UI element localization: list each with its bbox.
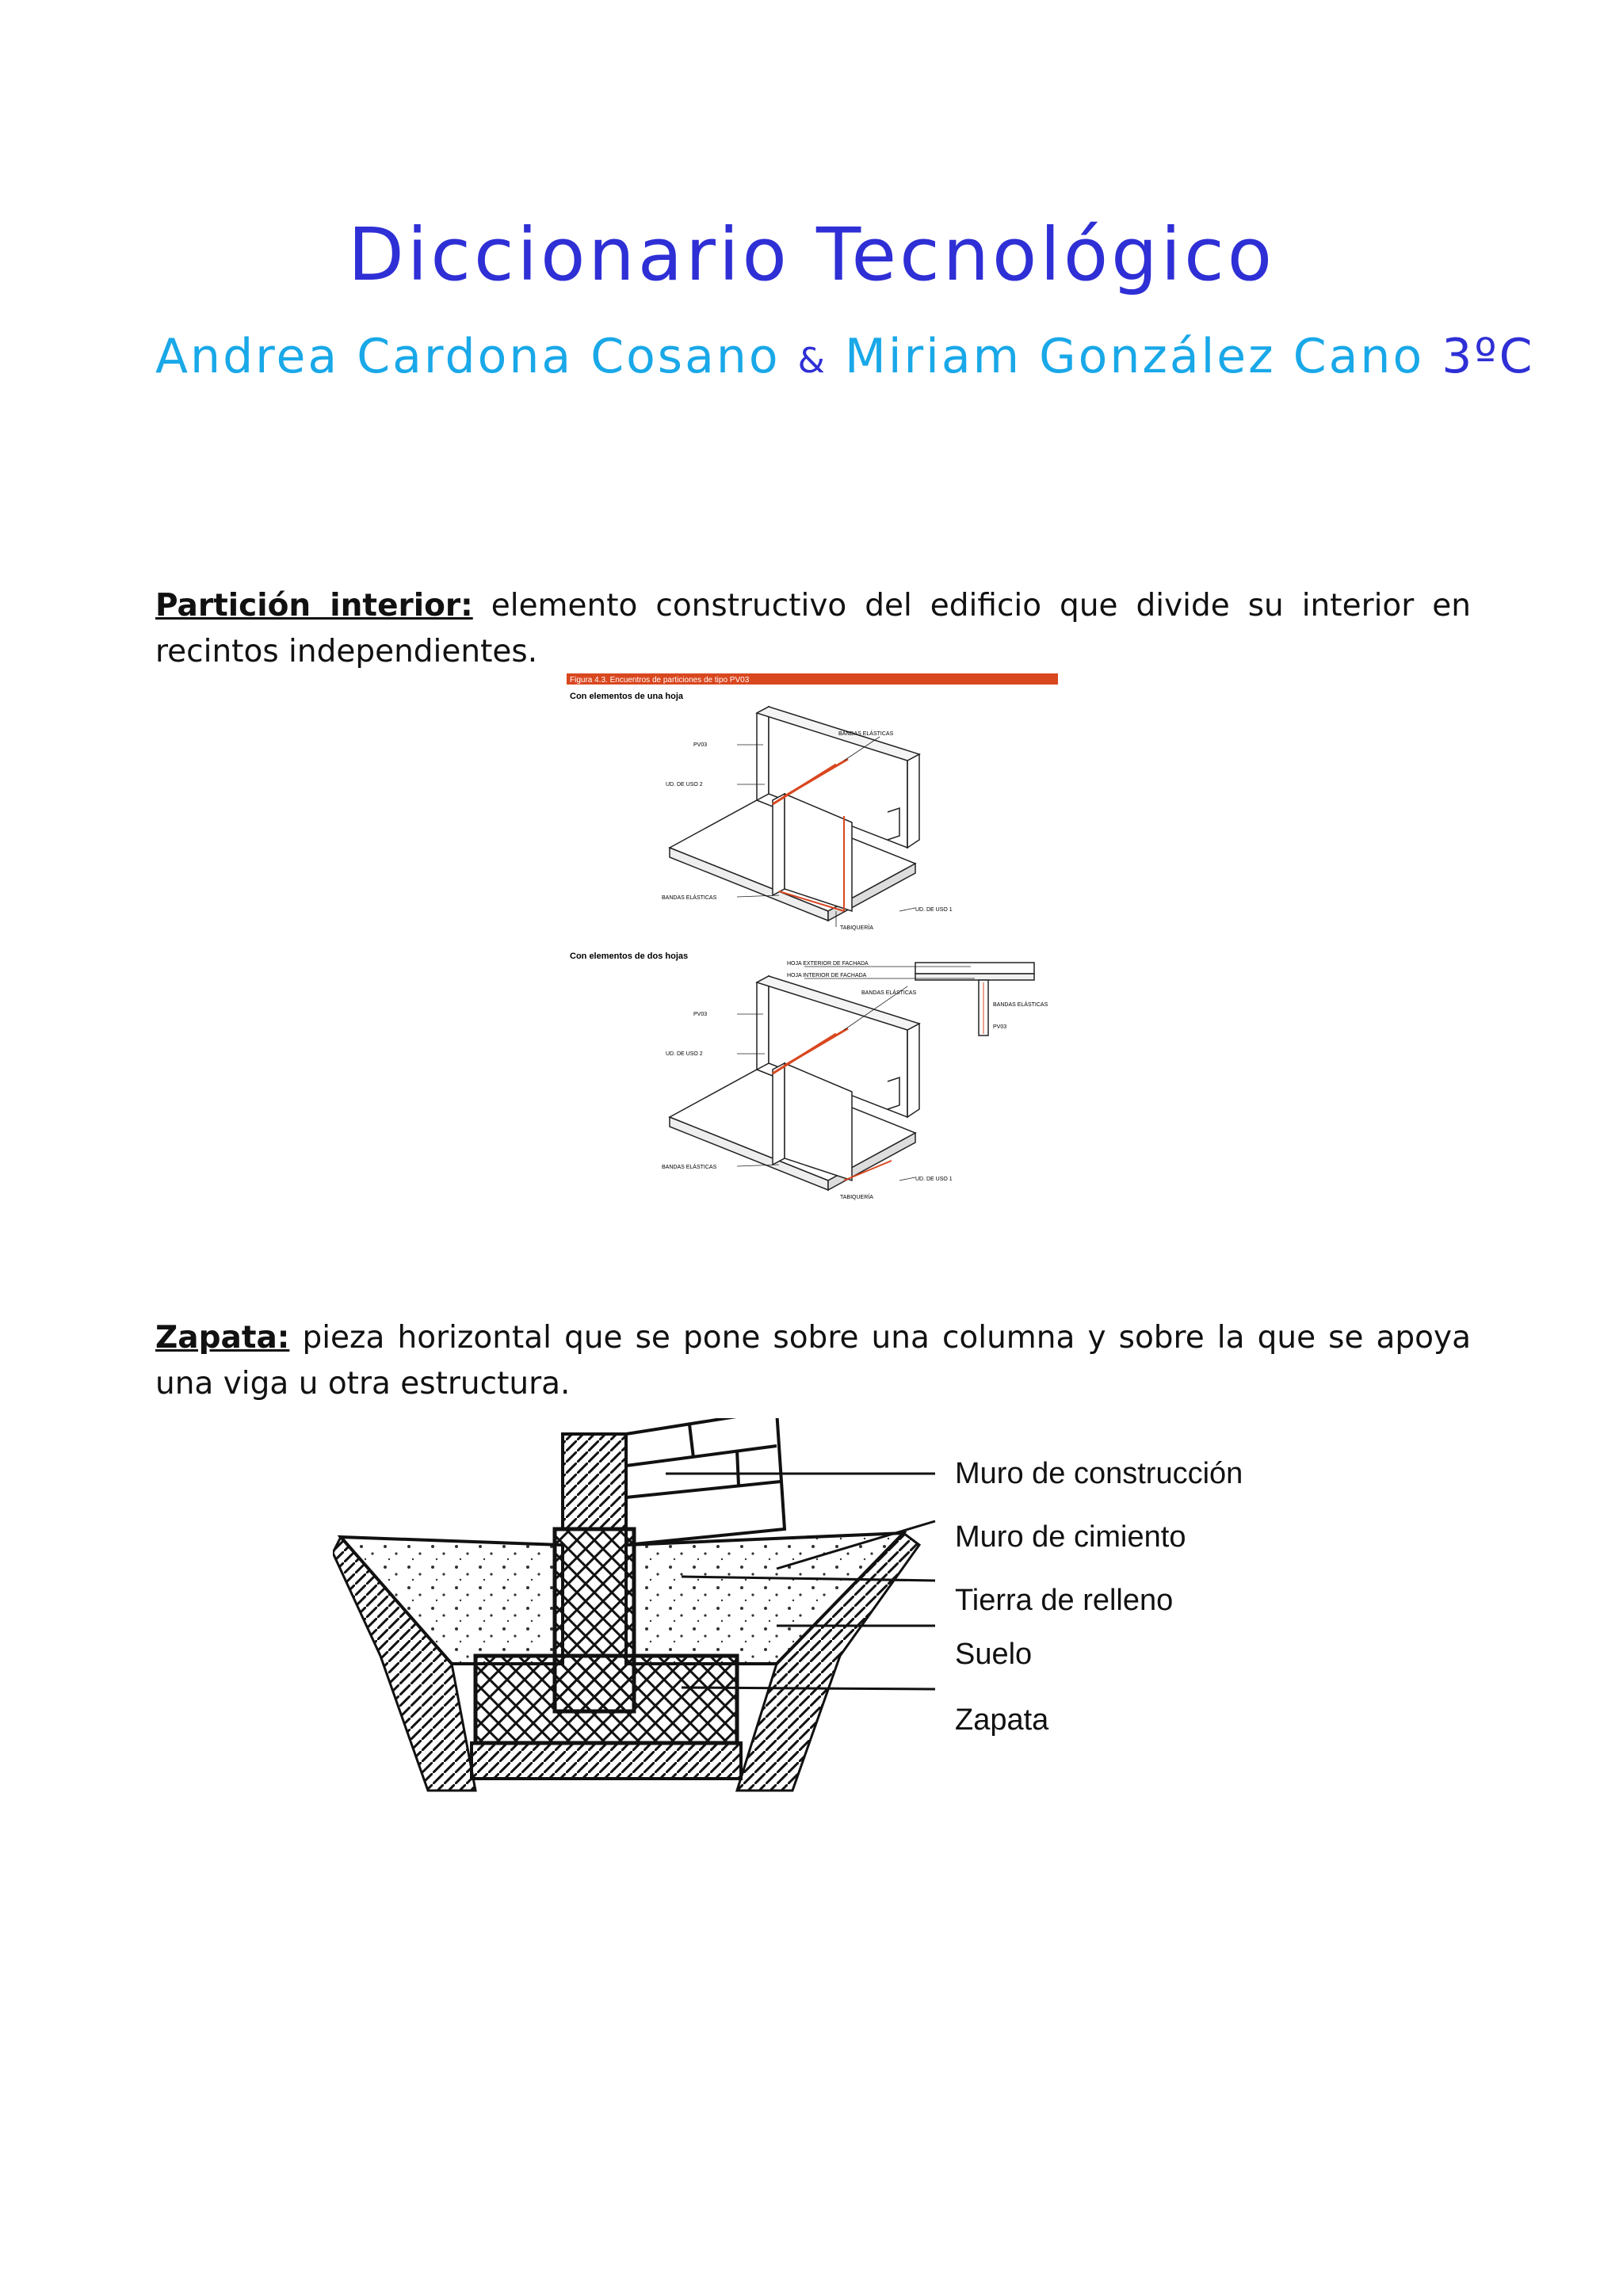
entry-definition: elemento constructivo del edificio que divide su interior en recintos independientes.: [155, 588, 1472, 669]
label-pv03: PV03: [693, 742, 708, 748]
label-suelo: Suelo: [955, 1638, 1033, 1671]
label-ud-uso-2-b: UD. DE USO 2: [666, 1051, 703, 1057]
entry-definition: pieza horizontal que se pone sobre una columna y sobre la que se apoya una viga u otra estructura.: [155, 1320, 1471, 1402]
ampersand: &: [797, 341, 827, 381]
entry-term: Zapata:: [155, 1320, 290, 1356]
section-label-two-leaf: Con elementos de dos hojas: [570, 952, 689, 961]
diagram-one-leaf: [670, 707, 919, 927]
page-title: Diccionario Tecnológico: [347, 212, 1276, 297]
label-bandas-elasticas-bottom-b: BANDAS ELÁSTICAS: [662, 1165, 717, 1170]
base-layer: [472, 1743, 741, 1779]
label-bandas-elasticas-mid: BANDAS ELÁSTICAS: [861, 990, 917, 996]
entry-particion-interior: [155, 583, 1471, 675]
authors-line: [155, 329, 1535, 384]
label-pv03-b: PV03: [693, 1012, 708, 1017]
label-pv03-detail: PV03: [993, 1024, 1007, 1030]
label-ud-uso-1-b: UD. DE USO 1: [915, 1177, 953, 1182]
label-tabiqueria-b: TABIQUERÍA: [840, 1195, 873, 1200]
class-grade: 3ºC: [1442, 329, 1535, 384]
label-bandas-elasticas-bottom: BANDAS ELÁSTICAS: [662, 895, 717, 901]
entry-term: Partición interior:: [155, 588, 473, 624]
label-hoja-exterior: HOJA EXTERIOR DE FACHADA: [787, 961, 869, 967]
label-hoja-interior: HOJA INTERIOR DE FACHADA: [787, 973, 867, 978]
figure-caption: Figura 4.3. Encuentros de particiones de tipo PV03: [570, 676, 750, 685]
footing-block: [475, 1656, 737, 1743]
label-muro-construccion: Muro de construcción: [955, 1457, 1243, 1490]
label-muro-cimiento: Muro de cimiento: [955, 1520, 1186, 1554]
section-label-one-leaf: Con elementos de una hoja: [570, 692, 684, 701]
label-tabiqueria: TABIQUERÍA: [840, 925, 873, 931]
label-zapata: Zapata: [955, 1703, 1049, 1737]
author-2: Miriam González Cano: [845, 329, 1425, 384]
author-1: Andrea Cardona Cosano: [155, 329, 781, 384]
footing-diagram: [333, 1418, 1308, 1806]
wall-blocks: [563, 1418, 785, 1545]
entry-zapata: [155, 1315, 1471, 1407]
diagram-two-leaf: [670, 963, 1034, 1190]
label-tierra-relleno: Tierra de relleno: [955, 1584, 1174, 1617]
label-bandas-elasticas-detail: BANDAS ELÁSTICAS: [993, 1002, 1048, 1008]
partition-diagram: [567, 673, 1058, 1204]
label-ud-uso-1: UD. DE USO 1: [915, 907, 953, 913]
label-bandas-elasticas-top: BANDAS ELÁSTICAS: [838, 731, 894, 737]
label-ud-uso-2: UD. DE USO 2: [666, 782, 703, 788]
